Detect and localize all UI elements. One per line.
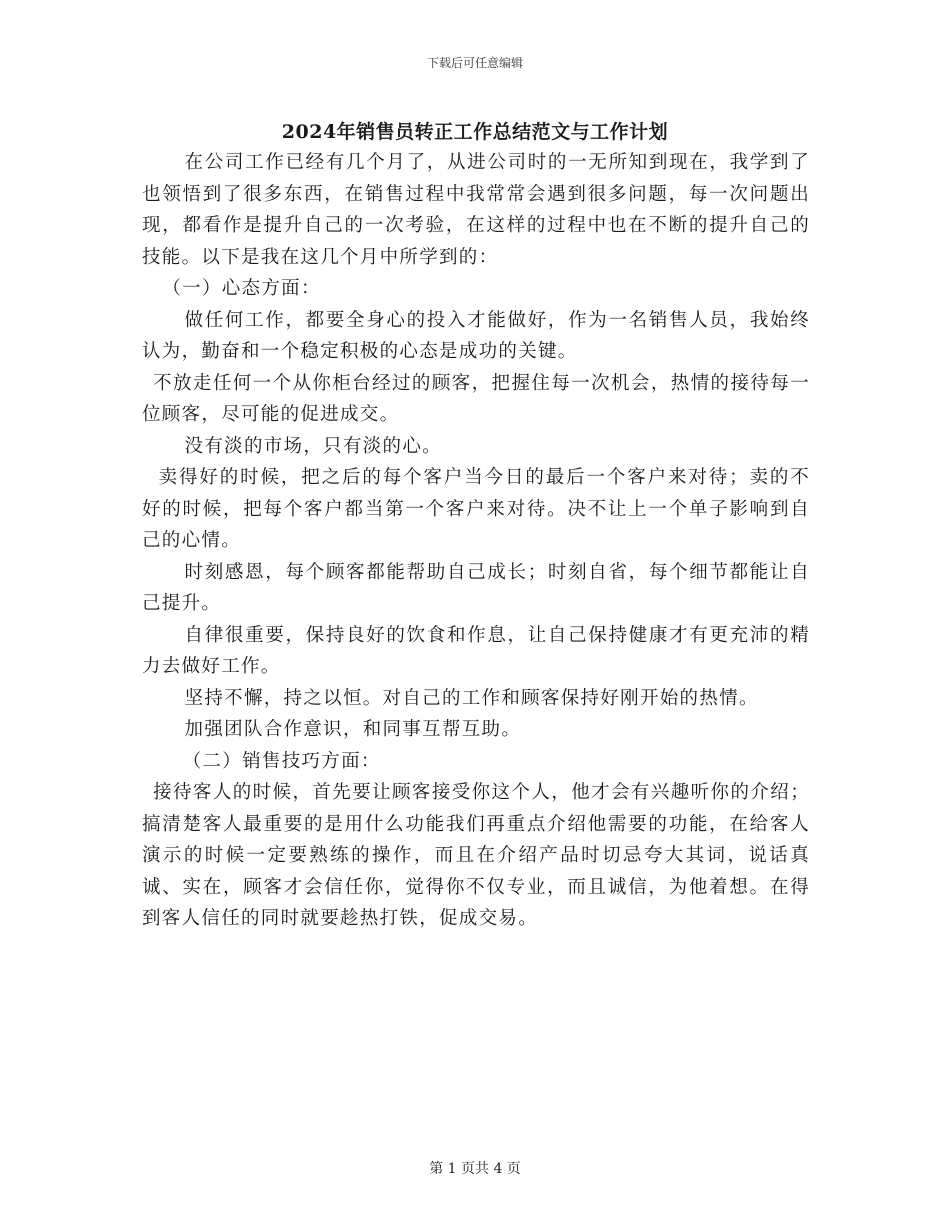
paragraph-sales-skills-1: 接待客人的时候，首先要让顾客接受你这个人，他才会有兴趣听你的介绍；搞清楚客人最重要的是用什么功能我们再重点介绍他需要的功能，在给客人演示的时候一定要熟练的操作，而且在介绍产品时切忌夸大其词，说话真诚、实在，顾客才会信任你，觉得你不仅专业，而且诚信，为他着想。在得到客人信任的同时就要趁热打铁，促成交易。 <box>142 782 810 929</box>
section-heading-mindset: （一）心态方面： <box>162 278 321 299</box>
paragraph-intro: 在公司工作已经有几个月了，从进公司时的一无所知到现在，我学到了也领悟到了很多东西，在销售过程中我常常会遇到很多问题，每一次问题出现，都看作是提升自己的一次考验，在这样的过程中也在不断的提升自己的技能。以下是我在这几个月中所学到的： <box>142 152 810 268</box>
paragraph-mindset-4: 卖得好的时候，把之后的每个客户当今日的最后一个客户来对待；卖的不好的时候，把每个客户都当第一个客户来对待。决不让上一个单子影响到自己的心情。 <box>142 467 810 551</box>
paragraph-mindset-6: 自律很重要，保持良好的饮食和作息，让自己保持健康才有更充沛的精力去做好工作。 <box>142 624 810 677</box>
paragraph-mindset-5: 时刻感恩，每个顾客都能帮助自己成长；时刻自省，每个细节都能让自己提升。 <box>142 561 810 614</box>
page-header-note: 下载后可任意编辑 <box>426 56 523 70</box>
paragraph-mindset-8: 加强团队合作意识，和同事互帮互助。 <box>184 719 522 740</box>
paragraph-mindset-7: 坚持不懈，持之以恒。对自己的工作和顾客保持好刚开始的热情。 <box>184 687 759 709</box>
paragraph-mindset-2: 不放走任何一个从你柜台经过的顾客，把握住每一次机会，热情的接待每一位顾客，尽可能的促进成交。 <box>142 372 810 425</box>
paragraph-mindset-3: 没有淡的市场，只有淡的心。 <box>184 435 442 457</box>
paragraph-mindset-1: 做任何工作，都要全身心的投入才能做好，作为一名销售人员，我始终认为，勤奋和一个稳定积极的心态是成功的关键。 <box>142 309 810 362</box>
section-heading-sales-skills: （二）销售技巧方面： <box>182 750 381 772</box>
page-number: 第 1 页共 4 页 <box>429 1161 521 1177</box>
document-title: 2024年销售员转正工作总结范文与工作计划 <box>281 121 669 143</box>
document-body <box>142 147 810 935</box>
